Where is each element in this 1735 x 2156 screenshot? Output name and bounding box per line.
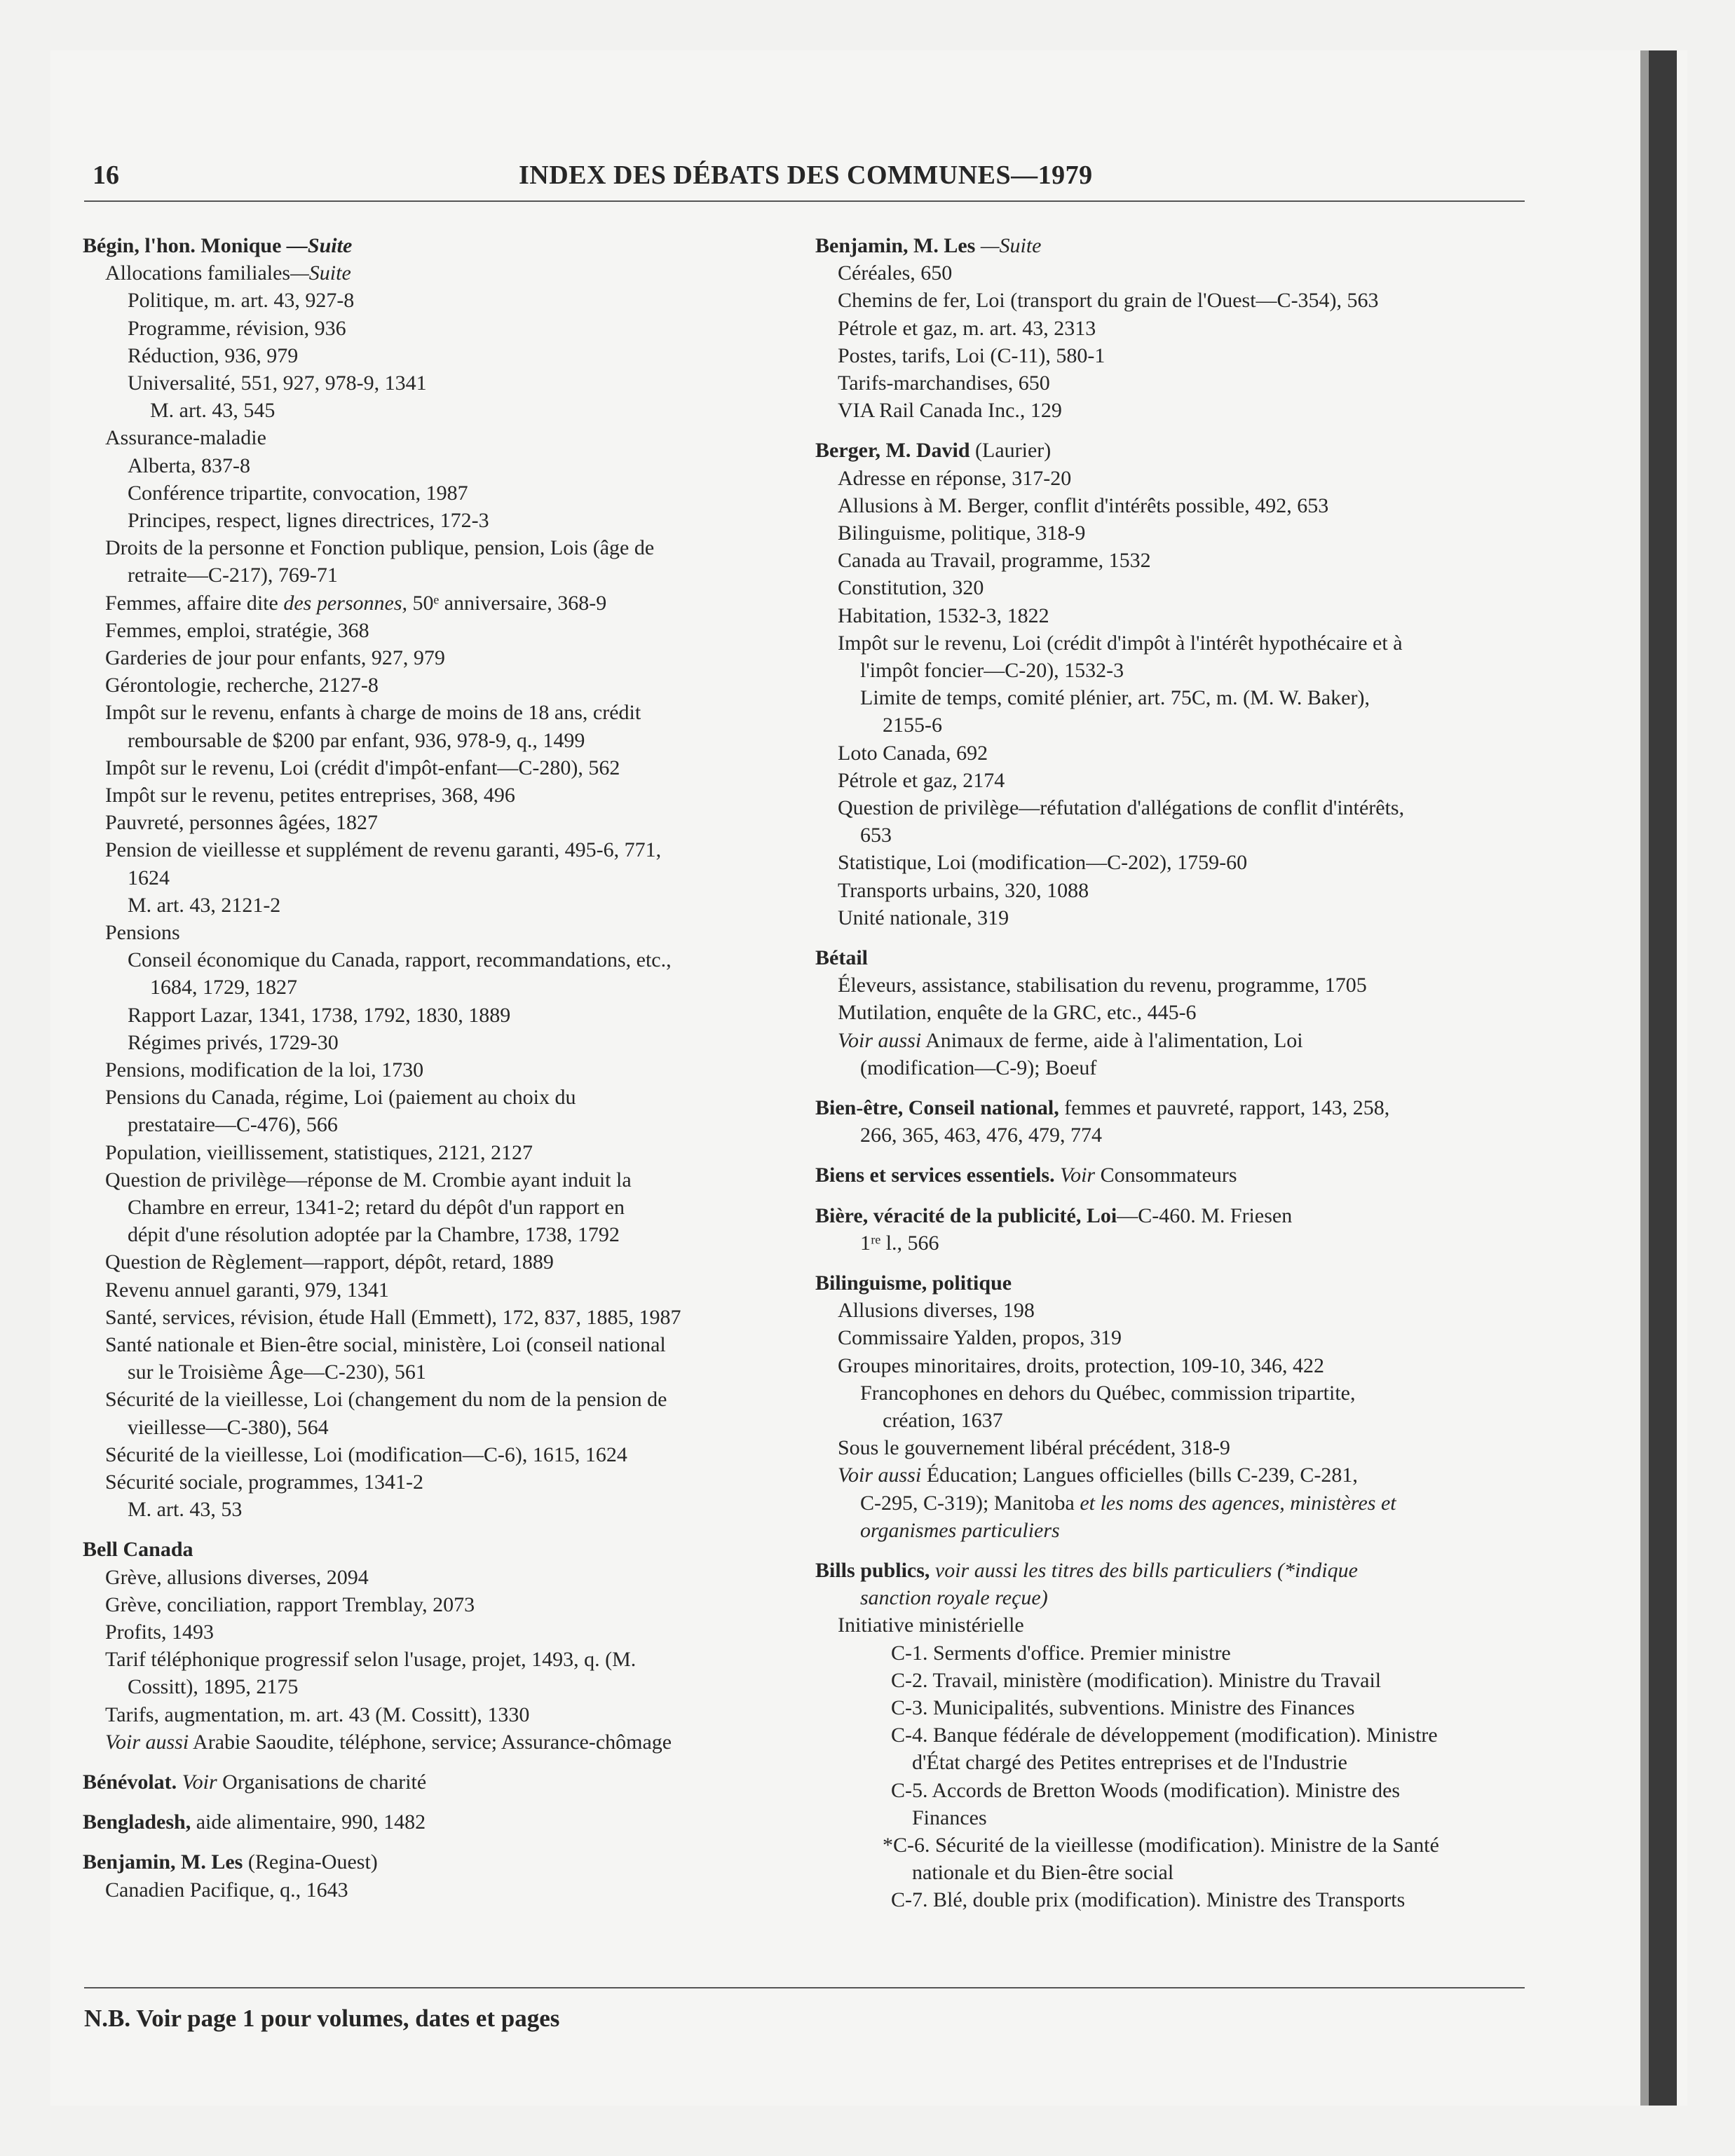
index-heading: [815, 946, 868, 971]
index-subentry: [838, 371, 1050, 396]
index-text-run: M. art. 43, 53: [128, 1498, 243, 1522]
index-subentry: [128, 728, 585, 753]
index-subentry: [838, 316, 1096, 341]
index-text-run: Benjamin, M. Les: [815, 234, 976, 257]
index-subentry: [128, 1112, 338, 1138]
index-text-run: Éleveurs, assistance, stabilisation du revenu, programme, 1705: [838, 974, 1367, 997]
running-head: INDEX DES DÉBATS DES COMMUNES—1979: [519, 161, 1093, 190]
index-subentry: [105, 700, 641, 725]
index-subentry: [860, 1231, 939, 1256]
index-text-run: Benjamin, M. Les: [83, 1850, 243, 1874]
index-text-run: Pensions: [105, 921, 180, 944]
index-text-run: 50ᵉ anniversaire, 368-9: [407, 591, 607, 615]
index-subentry: [838, 906, 1009, 931]
index-text-run: Bilinguisme, politique: [815, 1271, 1012, 1295]
index-subentry: [105, 646, 445, 671]
index-subentry: [105, 1565, 369, 1590]
index-subentry: [105, 425, 266, 451]
index-text-run: Femmes, emploi, stratégie, 368: [105, 618, 369, 642]
index-text-run: Pétrole et gaz, m. art. 43, 2313: [838, 316, 1096, 340]
index-subentry: [105, 838, 661, 863]
index-text-run: Canadien Pacifique, q., 1643: [105, 1878, 348, 1902]
index-text-run: —Suite: [281, 234, 353, 257]
index-subentry: [891, 1696, 1355, 1721]
index-text-run: Organisations de charité: [217, 1770, 427, 1794]
index-text-run: prestataire—C-476), 566: [128, 1113, 338, 1137]
index-text-run: Rapport Lazar, 1341, 1738, 1792, 1830, 1889: [128, 1003, 511, 1027]
index-text-run: Initiative ministérielle: [838, 1613, 1024, 1637]
index-subentry: [838, 1298, 1035, 1323]
index-text-run: Voir: [1060, 1164, 1096, 1187]
index-text-run: sur le Troisième Âge—C-230), 561: [128, 1360, 426, 1384]
index-text-run: femmes et pauvreté, rapport, 143, 258,: [1059, 1096, 1390, 1119]
index-subentry: [105, 261, 351, 286]
index-text-run: voir aussi les titres des bills particuliers (*indique: [934, 1559, 1358, 1582]
index-text-run: Droits de la personne et Fonction publique, pension, Lois (âge de: [105, 536, 655, 560]
index-subentry: [860, 823, 892, 848]
index-text-run: Bengladesh,: [83, 1810, 191, 1834]
index-text-run: Santé, services, révision, étude Hall (Emmett), 172, 837, 1885, 1987: [105, 1305, 681, 1329]
index-subentry: [105, 783, 515, 808]
index-subentry: [912, 1860, 1173, 1885]
index-text-run: Sécurité sociale, programmes, 1341-2: [105, 1471, 424, 1494]
index-text-run: Allusions diverses, 198: [838, 1299, 1035, 1323]
index-text-run: Garderies de jour pour enfants, 927, 979: [105, 646, 445, 669]
index-subentry: [105, 1058, 423, 1083]
index-text-run: Voir: [182, 1770, 217, 1794]
index-text-run: Consommateurs: [1095, 1164, 1237, 1187]
index-text-run: Sécurité de la vieillesse, Loi (modification—C-6), 1615, 1624: [105, 1442, 627, 1466]
index-text-run: Constitution, 320: [838, 576, 984, 600]
index-text-run: (Laurier): [969, 439, 1052, 463]
index-text-run: Profits, 1493: [105, 1621, 215, 1644]
index-subentry: [105, 1592, 475, 1618]
index-subentry: [860, 658, 1124, 683]
binding-shadow: [1649, 50, 1677, 2106]
index-text-run: Chemins de fer, Loi (transport du grain de l'Ouest—C-354), 563: [838, 289, 1379, 313]
index-text-run: Grève, conciliation, rapport Tremblay, 2073: [105, 1592, 475, 1616]
index-subentry: [128, 948, 672, 973]
index-subentry: [838, 548, 1151, 573]
index-subentry: [860, 1585, 1048, 1611]
index-text-run: Bell Canada: [83, 1538, 193, 1562]
index-text-run: Bilinguisme, politique, 318-9: [838, 521, 1086, 545]
index-text-run: Impôt sur le revenu, Loi (crédit d'impôt-enfant—C-280), 562: [105, 756, 620, 779]
index-subentry: [128, 866, 170, 891]
index-text-run: Chambre en erreur, 1341-2; retard du dépôt d'un rapport en: [128, 1196, 625, 1219]
index-subentry: [105, 1278, 389, 1303]
index-text-run: Réduction, 936, 979: [128, 343, 299, 367]
index-text-run: [177, 1770, 182, 1794]
index-subentry: [838, 973, 1367, 998]
index-text-run: Pensions, modification de la loi, 1730: [105, 1058, 424, 1082]
index-heading: [815, 1163, 1237, 1188]
index-text-run: Revenu annuel garanti, 979, 1341: [105, 1278, 389, 1302]
index-text-run: Bégin, l'hon. Monique: [83, 234, 282, 257]
index-text-run: Question de privilège—réfutation d'allégations de conflit d'intérêts,: [838, 796, 1405, 819]
index-text-run: Alberta, 837-8: [128, 453, 250, 477]
index-subentry: [860, 1381, 1356, 1406]
index-subentry: [105, 1470, 423, 1495]
index-text-run: C-2. Travail, ministère (modification). Ministre du Travail: [891, 1668, 1382, 1692]
index-text-run: Politique, m. art. 43, 927-8: [128, 289, 355, 313]
index-subentry: [128, 1674, 298, 1700]
index-subentry: [128, 343, 298, 369]
index-text-run: Impôt sur le revenu, petites entreprises, 368, 496: [105, 784, 515, 807]
index-subentry: [891, 1723, 1438, 1748]
index-subentry: [105, 1250, 554, 1275]
index-subentry: [150, 398, 275, 423]
index-heading: [83, 1810, 426, 1835]
header-rule: [84, 200, 1525, 202]
index-subentry: [838, 1000, 1197, 1025]
index-text-run: 653: [860, 824, 892, 847]
index-subentry: [891, 1778, 1400, 1803]
index-text-run: Allocations familiales: [105, 261, 291, 285]
index-text-run: vieillesse—C-380), 564: [128, 1415, 329, 1439]
index-subentry: [105, 1703, 529, 1728]
footer-rule: [84, 1987, 1525, 1988]
index-text-run: dépit d'une résolution adoptée par la Chambre, 1738, 1792: [128, 1223, 620, 1247]
index-subentry: [838, 1613, 1024, 1638]
index-heading: [815, 1203, 1292, 1229]
index-text-run: Femmes, affaire dite: [105, 591, 284, 615]
index-text-run: VIA Rail Canada Inc., 129: [838, 399, 1062, 423]
index-text-run: Bien-être, Conseil national,: [815, 1096, 1059, 1119]
index-subentry: [128, 371, 427, 396]
index-text-run: Arabie Saoudite, téléphone, service; Assurance-chômage: [189, 1730, 672, 1754]
index-text-run: Biens et services essentiels.: [815, 1164, 1055, 1187]
index-subentry: [105, 535, 654, 561]
index-text-run: sanction royale reçue): [860, 1586, 1048, 1610]
index-subentry: [838, 631, 1403, 656]
index-subentry: [105, 920, 180, 946]
index-text-run: Éducation; Langues officielles (bills C-239, C-281,: [921, 1464, 1358, 1487]
index-subentry: [105, 591, 606, 616]
index-text-run: 1624: [128, 866, 170, 889]
page-header: [84, 160, 1521, 202]
index-subentry: [128, 453, 250, 479]
index-text-run: Animaux de ferme, aide à l'alimentation, Loi: [921, 1028, 1303, 1052]
index-subentry: [150, 975, 297, 1000]
index-text-run: Loto Canada, 692: [838, 741, 988, 765]
index-text-run: Cossitt), 1895, 2175: [128, 1675, 299, 1699]
index-text-run: [930, 1559, 935, 1582]
index-text-run: Mutilation, enquête de la GRC, etc., 445-6: [838, 1001, 1197, 1025]
index-subentry: [838, 741, 988, 766]
index-text-run: —Suite: [290, 261, 351, 285]
index-text-run: Principes, respect, lignes directrices, 172-3: [128, 509, 489, 532]
index-subentry: [105, 1332, 666, 1358]
index-subentry: [838, 343, 1105, 369]
index-subentry: [838, 493, 1328, 519]
index-heading: [83, 233, 352, 259]
index-text-run: Assurance-maladie: [105, 426, 266, 450]
index-text-run: Conseil économique du Canada, rapport, recommandations, etc.,: [128, 948, 672, 972]
index-text-run: Programme, révision, 936: [128, 316, 346, 340]
index-text-run: Statistique, Loi (modification—C-202), 1759-60: [838, 851, 1248, 875]
index-heading: [815, 1096, 1389, 1121]
index-text-run: 1ʳᵉ l., 566: [860, 1231, 939, 1255]
index-text-run: Bills publics,: [815, 1559, 930, 1582]
index-subentry: [838, 398, 1062, 423]
index-text-run: Question de Règlement—rapport, dépôt, retard, 1889: [105, 1250, 554, 1274]
index-text-run: Postes, tarifs, Loi (C-11), 580-1: [838, 343, 1105, 367]
index-text-run: Unité nationale, 319: [838, 906, 1009, 929]
index-heading: [83, 1537, 193, 1562]
index-text-run: retraite—C-217), 769-71: [128, 564, 338, 587]
index-heading: [83, 1770, 426, 1795]
index-text-run: Question de privilège—réponse de M. Crombie ayant induit la: [105, 1168, 632, 1192]
index-text-run: Finances: [912, 1806, 987, 1829]
index-text-run: Régimes privés, 1729-30: [128, 1030, 339, 1054]
index-text-run: Francophones en dehors du Québec, commission tripartite,: [860, 1381, 1356, 1405]
index-subentry: [838, 466, 1071, 491]
index-subentry: [105, 1140, 533, 1166]
index-subentry: [128, 1195, 625, 1220]
index-text-run: Allusions à M. Berger, conflit d'intérêts possible, 492, 653: [838, 493, 1329, 517]
index-subentry: [860, 1056, 1096, 1081]
index-subentry: [128, 316, 346, 341]
index-subentry: [883, 713, 942, 738]
index-text-run: Voir aussi: [838, 1464, 922, 1487]
index-subentry: [128, 893, 280, 918]
index-text-run: Bière, véracité de la publicité, Loi: [815, 1203, 1117, 1227]
index-subentry: [128, 1415, 329, 1440]
index-subentry: [883, 1833, 1439, 1858]
index-subentry: [105, 1620, 214, 1645]
index-text-run: Impôt sur le revenu, enfants à charge de moins de 18 ans, crédit: [105, 701, 641, 725]
index-subentry: [105, 1647, 636, 1672]
index-heading: [815, 1558, 1358, 1583]
index-text-run: Pauvreté, personnes âgées, 1827: [105, 811, 379, 835]
index-text-run: 1684, 1729, 1827: [150, 976, 297, 999]
index-subentry: [105, 618, 369, 643]
index-subentry: [128, 1222, 620, 1248]
index-text-run: Universalité, 551, 927, 978-9, 1341: [128, 371, 427, 395]
index-subentry: [838, 850, 1247, 875]
index-subentry: [860, 1518, 1060, 1543]
index-text-run: Céréales, 650: [838, 261, 953, 285]
index-subentry: [838, 603, 1049, 629]
index-subentry: [128, 563, 338, 588]
index-text-run: Berger, M. David: [815, 439, 970, 463]
index-subentry: [105, 1442, 627, 1468]
index-text-run: Groupes minoritaires, droits, protection, 109-10, 346, 422: [838, 1353, 1325, 1377]
index-text-run: Pension de vieillesse et supplément de revenu garanti, 495-6, 771,: [105, 838, 662, 862]
index-text-run: Limite de temps, comité plénier, art. 75C, m. (M. W. Baker),: [860, 686, 1370, 710]
index-subentry: [912, 1806, 987, 1831]
index-subentry: [128, 1360, 426, 1385]
index-text-run: aide alimentaire, 990, 1482: [191, 1810, 426, 1834]
index-subentry: [891, 1668, 1381, 1693]
index-subentry: [838, 521, 1085, 546]
index-text-run: C-3. Municipalités, subventions. Ministre des Finances: [891, 1696, 1355, 1719]
index-text-run: Voir aussi: [105, 1730, 189, 1754]
index-subentry: [105, 1878, 348, 1903]
index-text-run: C-5. Accords de Bretton Woods (modification). Ministre des: [891, 1778, 1401, 1802]
index-subentry: [860, 685, 1370, 711]
index-heading: [815, 1271, 1012, 1296]
index-text-run: C-295, C-319); Manitoba: [860, 1491, 1080, 1515]
index-text-run: Adresse en réponse, 317-20: [838, 466, 1072, 490]
index-subentry: [838, 288, 1379, 313]
index-subentry: [105, 810, 378, 835]
index-text-run: *C-6. Sécurité de la vieillesse (modification). Ministre de la Santé: [883, 1834, 1439, 1857]
index-text-run: C-1. Serments d'office. Premier ministre: [891, 1641, 1231, 1665]
index-text-run: Pensions du Canada, régime, Loi (paiement au choix du: [105, 1086, 576, 1110]
index-text-run: Gérontologie, recherche, 2127-8: [105, 674, 379, 697]
index-text-run: Bénévolat.: [83, 1770, 177, 1794]
footer-note: N.B. Voir page 1 pour volumes, dates et pages: [84, 2005, 560, 2032]
index-text-run: Sécurité de la vieillesse, Loi (changement du nom de la pension de: [105, 1388, 667, 1412]
index-text-run: Canada au Travail, programme, 1532: [838, 549, 1151, 573]
index-text-run: Bétail: [815, 946, 868, 969]
index-subentry: [860, 1491, 1396, 1516]
index-subentry: [128, 481, 468, 506]
index-subentry: [128, 1030, 339, 1056]
index-text-run: C-4. Banque fédérale de développement (modification). Ministre: [891, 1724, 1438, 1747]
index-subentry: [838, 261, 952, 286]
index-text-run: Impôt sur le revenu, Loi (crédit d'impôt à l'intérêt hypothécaire et à: [838, 631, 1403, 655]
index-text-run: Tarifs, augmentation, m. art. 43 (M. Cossitt), 1330: [105, 1703, 530, 1726]
index-text-run: 266, 365, 463, 476, 479, 774: [860, 1124, 1102, 1147]
index-subentry: [838, 1028, 1303, 1053]
index-subentry: [105, 756, 620, 781]
index-text-run: Population, vieillissement, statistiques, 2121, 2127: [105, 1140, 533, 1164]
index-subentry: [838, 1463, 1358, 1488]
index-text-run: nationale et du Bien-être social: [912, 1861, 1174, 1885]
index-subentry: [105, 1168, 632, 1193]
index-subentry: [891, 1888, 1405, 1913]
index-text-run: l'impôt foncier—C-20), 1532-3: [860, 659, 1124, 682]
index-subentry: [128, 288, 354, 313]
index-subentry: [105, 1387, 667, 1412]
index-text-run: Voir aussi: [838, 1028, 922, 1052]
index-text-run: des personnes,: [283, 591, 408, 615]
index-text-run: —C-460. M. Friesen: [1117, 1203, 1293, 1227]
index-subentry: [838, 768, 1005, 793]
index-text-run: M. art. 43, 545: [150, 399, 275, 423]
index-text-run: C-7. Blé, double prix (modification). Ministre des Transports: [891, 1888, 1406, 1912]
index-subentry: [912, 1750, 1347, 1775]
index-heading: [83, 1850, 378, 1875]
index-text-run: (modification—C-9); Boeuf: [860, 1056, 1097, 1079]
index-subentry: [838, 1353, 1324, 1379]
index-subentry: [891, 1641, 1231, 1666]
index-text-run: (Regina-Ouest): [243, 1850, 378, 1874]
index-heading: [815, 438, 1051, 463]
index-heading: [815, 233, 1042, 259]
index-subentry: [128, 1003, 510, 1028]
index-subentry: [860, 1123, 1102, 1148]
index-text-run: Tarif téléphonique progressif selon l'usage, projet, 1493, q. (M.: [105, 1648, 637, 1672]
index-text-run: Conférence tripartite, convocation, 1987: [128, 481, 468, 505]
index-text-run: —Suite: [975, 234, 1042, 257]
binding-edge: [1640, 50, 1649, 2106]
index-text-run: 2155-6: [883, 714, 942, 737]
index-text-run: Grève, allusions diverses, 2094: [105, 1565, 369, 1589]
page-number: 16: [93, 161, 119, 190]
index-text-run: Pétrole et gaz, 2174: [838, 768, 1005, 792]
index-text-run: Transports urbains, 320, 1088: [838, 878, 1089, 902]
index-subentry: [838, 1435, 1230, 1461]
index-text-run: remboursable de $200 par enfant, 936, 978-9, q., 1499: [128, 728, 585, 752]
index-subentry: [838, 796, 1404, 821]
index-subentry: [105, 673, 379, 698]
index-subentry: [838, 1325, 1122, 1351]
index-text-run: et les noms des agences, ministères et: [1080, 1491, 1396, 1515]
index-text-run: [1055, 1164, 1061, 1187]
index-subentry: [838, 878, 1089, 903]
index-subentry: [105, 1305, 681, 1330]
index-text-run: organismes particuliers: [860, 1518, 1060, 1542]
index-subentry: [105, 1730, 672, 1755]
index-text-run: Santé nationale et Bien-être social, ministère, Loi (conseil national: [105, 1333, 666, 1356]
index-text-run: M. art. 43, 2121-2: [128, 893, 281, 917]
index-text-run: création, 1637: [883, 1409, 1003, 1432]
index-text-run: Habitation, 1532-3, 1822: [838, 603, 1049, 627]
index-subentry: [128, 1497, 242, 1522]
index-text-run: d'État chargé des Petites entreprises et de l'Industrie: [912, 1751, 1347, 1775]
index-text-run: Commissaire Yalden, propos, 319: [838, 1326, 1122, 1350]
index-subentry: [838, 575, 984, 601]
index-subentry: [105, 1085, 576, 1110]
index-subentry: [883, 1408, 1003, 1433]
index-text-run: Sous le gouvernement libéral précédent, 318-9: [838, 1436, 1230, 1460]
index-subentry: [128, 508, 489, 533]
index-text-run: Tarifs-marchandises, 650: [838, 371, 1050, 395]
